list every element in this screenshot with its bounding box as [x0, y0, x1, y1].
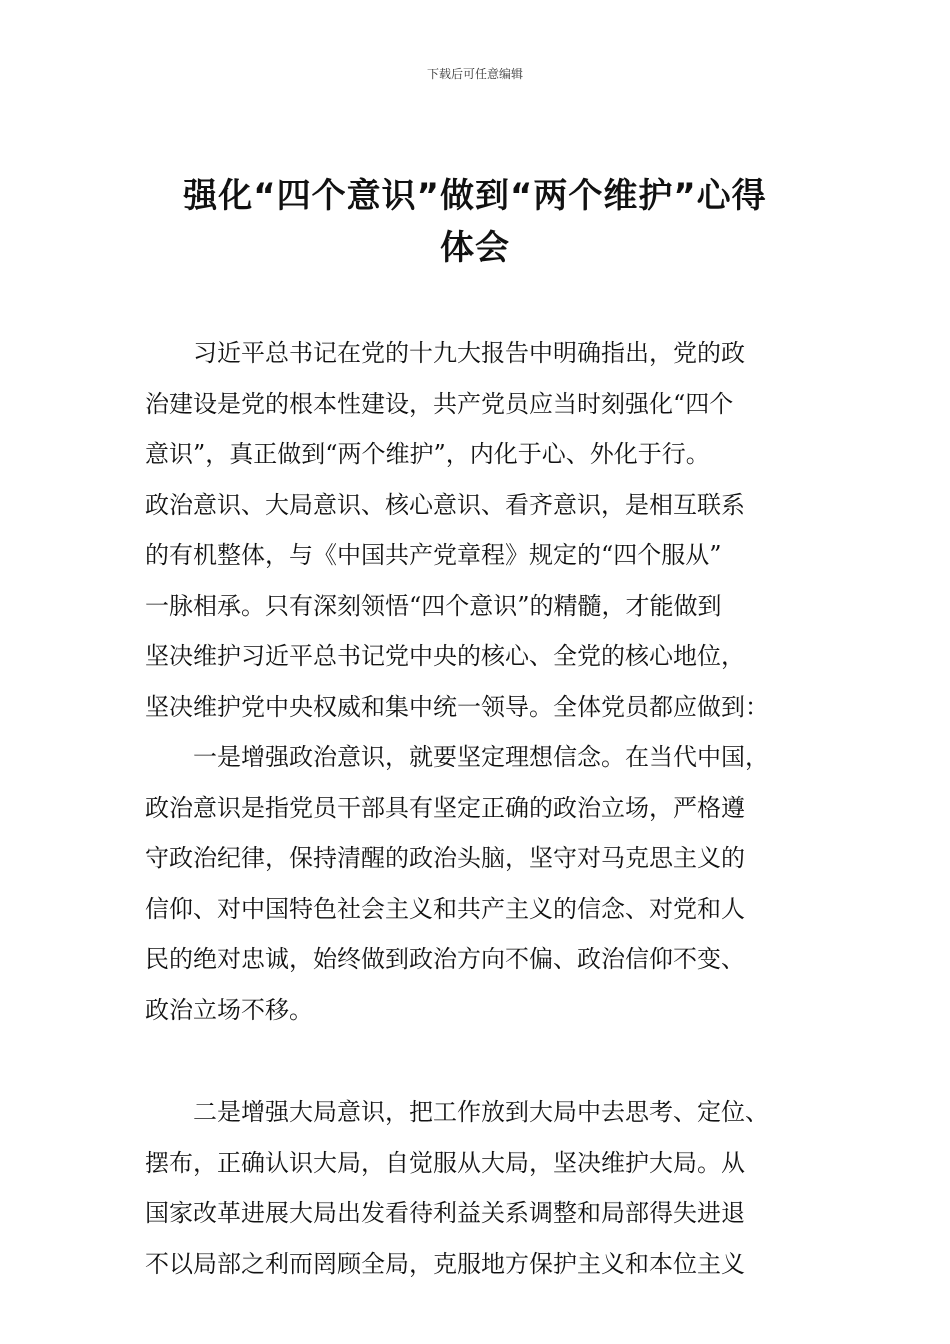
paragraph-political-awareness [145, 732, 825, 1035]
document-body [145, 328, 825, 1289]
header-note: 下载后可任意编辑 [426, 67, 523, 81]
paragraph-line: 国家改革进展大局出发看待利益关系调整和局部得失进退 [145, 1199, 745, 1227]
paragraph-line: 意识”，真正做到“两个维护”，内化于心、外化于行。 [145, 440, 710, 468]
paragraph-line: 二是增强大局意识，把工作放到大局中去思考、定位、 [193, 1098, 769, 1126]
title-line: 体会 [440, 228, 510, 268]
paragraph-line: 摆布，正确认识大局，自觉服从大局，坚决维护大局。从 [145, 1148, 745, 1177]
paragraph-line: 政治意识、大局意识、核心意识、看齐意识，是相互联系 [145, 490, 745, 519]
paragraph-line: 坚决维护党中央权威和集中统一领导。全体党员都应做到： [145, 692, 769, 721]
paragraph-line: 坚决维护习近平总书记党中央的核心、全党的核心地位， [145, 642, 745, 670]
paragraph-line: 的有机整体，与《中国共产党章程》规定的“四个服从” [145, 541, 722, 569]
paragraph-gap [145, 1035, 825, 1087]
paragraph-line: 不以局部之利而罔顾全局，克服地方保护主义和本位主义 [145, 1249, 745, 1278]
paragraph-line: 习近平总书记在党的十九大报告中明确指出，党的政 [193, 339, 745, 367]
paragraph-line: 一是增强政治意识，就要坚定理想信念。在当代中国， [193, 743, 769, 771]
paragraph-line: 治建设是党的根本性建设，共产党员应当时刻强化“四个 [145, 389, 734, 418]
title-line: 强化“四个意识”做到“两个维护”心得 [183, 176, 767, 216]
document-title [145, 170, 805, 274]
paragraph-line: 民的绝对忠诚，始终做到政治方向不偏、政治信仰不变、 [145, 945, 745, 973]
paragraph-line: 政治意识是指党员干部具有坚定正确的政治立场，严格遵 [145, 793, 745, 822]
paragraph-overall-awareness [145, 1087, 825, 1289]
paragraph-intro [145, 328, 825, 732]
paragraph-line: 守政治纪律，保持清醒的政治头脑，坚守对马克思主义的 [145, 844, 745, 872]
paragraph-line: 一脉相承。只有深刻领悟“四个意识”的精髓，才能做到 [145, 591, 722, 620]
paragraph-line: 政治立场不移。 [145, 995, 313, 1024]
paragraph-line: 信仰、对中国特色社会主义和共产主义的信念、对党和人 [145, 894, 745, 923]
